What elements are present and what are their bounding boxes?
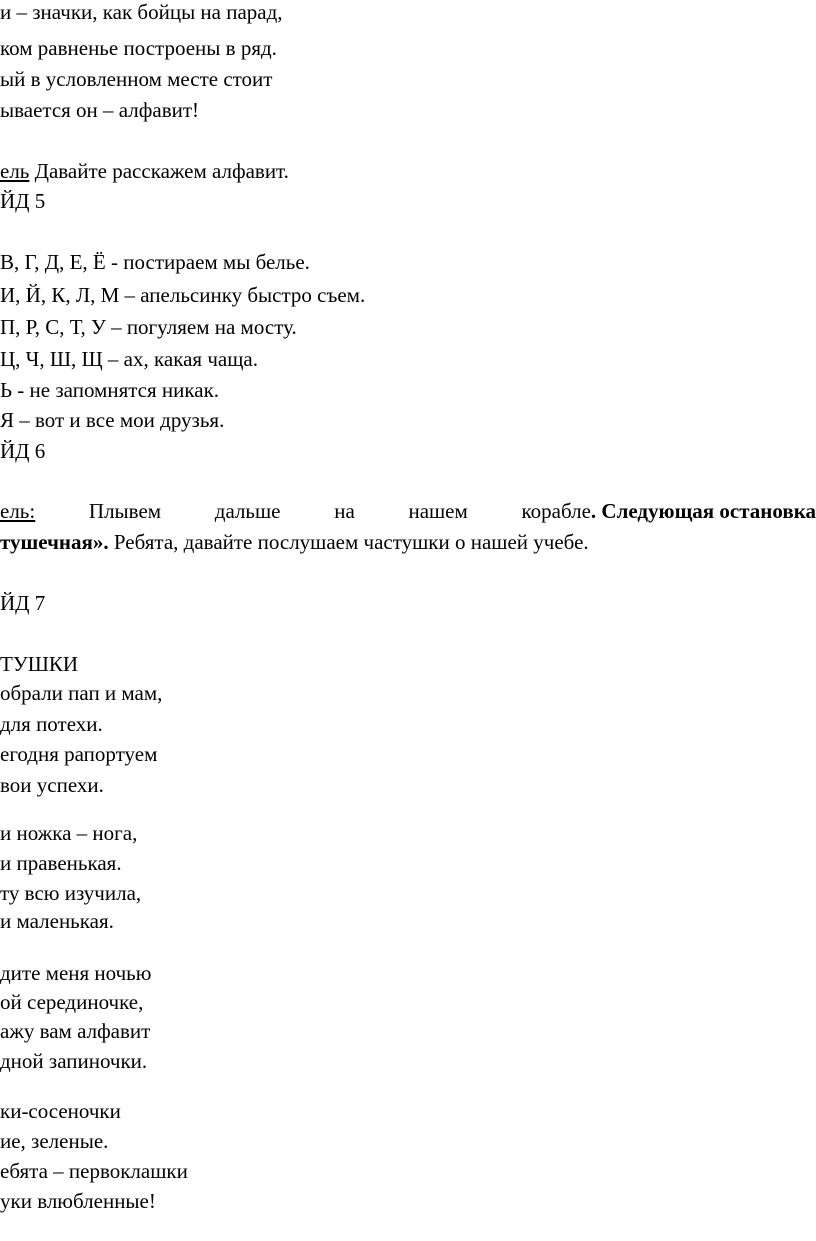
verse-line: дите меня ночью bbox=[0, 961, 152, 985]
teacher-line-2-cont bbox=[0, 527, 589, 557]
teacher-line-2 bbox=[0, 496, 816, 526]
teacher-line-1 bbox=[0, 156, 289, 186]
verse-line: ту всю изучила, bbox=[0, 881, 142, 905]
verse-line: обрали пап и мам, bbox=[0, 681, 163, 705]
poem-line: ывается он – алфавит! bbox=[0, 98, 200, 122]
alphabet-line: И, Й, К, Л, М – апельсинку быстро съем. bbox=[0, 283, 366, 307]
bold-text: . Следующая остановка bbox=[590, 499, 816, 523]
bold-text: тушечная». bbox=[0, 530, 109, 554]
verse-line: ой серединочке, bbox=[0, 990, 144, 1014]
poem-line: и – значки, как бойцы на парад, bbox=[0, 0, 283, 24]
slide-label: ЙД 7 bbox=[0, 591, 46, 615]
alphabet-line: Ь - не запомнятся никак. bbox=[0, 378, 220, 402]
verse-line: егодня рапортуем bbox=[0, 742, 158, 766]
section-title: ТУШКИ bbox=[0, 652, 79, 676]
alphabet-line: П, Р, С, Т, У – погуляем на мосту. bbox=[0, 315, 297, 339]
speaker-label: ель bbox=[0, 159, 30, 183]
slide-label: ЙД 5 bbox=[0, 189, 46, 213]
verse-line: ебята – первоклашки bbox=[0, 1159, 188, 1183]
verse-line: и маленькая. bbox=[0, 909, 114, 933]
word: на bbox=[334, 499, 355, 523]
poem-line: ый в условленном месте стоит bbox=[0, 67, 273, 91]
plain-text: Ребята, давайте послушаем частушки о нашей учебе. bbox=[108, 530, 589, 554]
verse-line: уки влюбленные! bbox=[0, 1189, 156, 1213]
verse-line: и ножка – нога, bbox=[0, 821, 138, 845]
verse-line: дной запиночки. bbox=[0, 1049, 148, 1073]
verse-line: для потехи. bbox=[0, 712, 103, 736]
word: дальше bbox=[214, 499, 281, 523]
word: нашем bbox=[408, 499, 468, 523]
slide-label: ЙД 6 bbox=[0, 439, 46, 463]
word: Плывем bbox=[88, 499, 162, 523]
verse-line: ие, зеленые. bbox=[0, 1129, 109, 1153]
verse-line: ажу вам алфавит bbox=[0, 1019, 151, 1043]
verse-line: и правенькая. bbox=[0, 851, 122, 875]
word-with-bold: корабле. Следующая остановка bbox=[521, 499, 816, 523]
alphabet-line: Я – вот и все мои друзья. bbox=[0, 408, 225, 432]
verse-line: ки-сосеночки bbox=[0, 1099, 121, 1123]
poem-line: ком равненье построены в ряд. bbox=[0, 36, 277, 60]
alphabet-line: В, Г, Д, Е, Ё - постираем мы белье. bbox=[0, 250, 310, 274]
alphabet-line: Ц, Ч, Ш, Щ – ах, какая чаща. bbox=[0, 347, 258, 371]
speaker-label: ель: bbox=[0, 499, 36, 523]
speaker-text: Давайте расскажем алфавит. bbox=[29, 159, 289, 183]
verse-line: вои успехи. bbox=[0, 773, 104, 797]
